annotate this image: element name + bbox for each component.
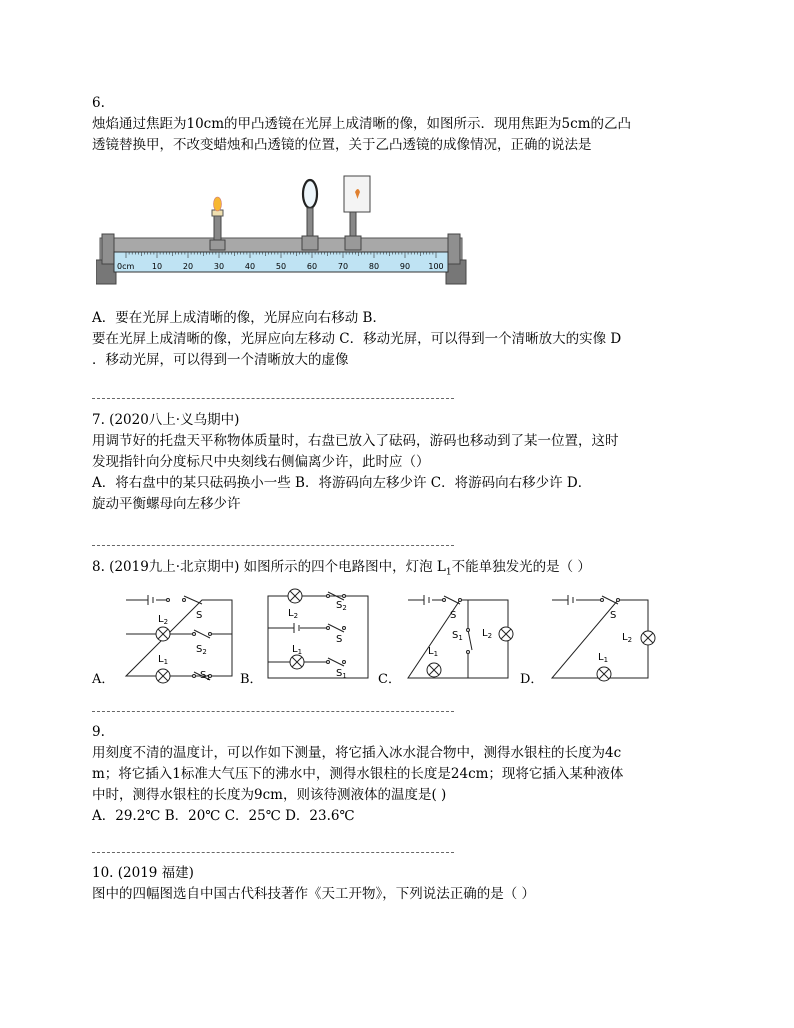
separator-3: [92, 711, 454, 712]
q6-options-line1: A．要在光屏上成清晰的像，光屏应向右移动 B．: [92, 310, 386, 326]
ruler-unit-label: 0cm: [117, 262, 135, 271]
circuit-c-l1: $L_1$: [428, 646, 439, 658]
separator-2: [92, 545, 454, 546]
q7-number: 7. (2020八上·义乌期中): [92, 412, 240, 428]
circuit-a: [124, 592, 236, 684]
q8-option-c: C．: [378, 672, 401, 687]
candle: [210, 197, 225, 250]
ruler-tick-label: 70: [337, 262, 349, 271]
circuit-b-l2: $L_2$: [288, 608, 299, 620]
q8-option-a: A．: [92, 672, 115, 687]
q8-option-d: D．: [520, 672, 544, 687]
question-6: [92, 93, 712, 156]
circuit-c-s1: $S_1$: [452, 630, 463, 642]
rail-right-end: [448, 234, 460, 264]
circuit-d-s: S: [610, 610, 617, 621]
circuit-c-l2: $L_2$: [482, 628, 493, 640]
circuit-c: [404, 590, 516, 684]
circuit-b-s2: $S_2$: [336, 600, 347, 612]
separator-4: [92, 852, 454, 853]
circuit-a-l2: $L_2$: [158, 614, 169, 626]
q9-options-line1: A．29.2℃ B．20℃ C．25℃ D．23.6℃: [92, 808, 355, 824]
q8-stem: 8. (2019九上·北京期中) 如图所示的四个电路图中，灯泡 $L_1$不能单独发光的是（ ）: [92, 559, 591, 578]
q7-options-line2: 旋动平衡螺母向左移少许: [92, 496, 241, 512]
q9-stem-line2: m；将它插入1标准大气压下的沸水中，测得水银柱的长度是24cm；现将它插入某种液体: [92, 766, 624, 782]
circuit-a-s1: $S_1$: [200, 670, 211, 682]
circuit-c-s: S: [450, 610, 457, 621]
q9-number: 9.: [92, 724, 105, 740]
ruler-tick-label: 80: [368, 262, 380, 271]
q9-stem-line3: 中时，测得水银柱的长度为9cm，则该待测液体的温度是( ): [92, 787, 447, 803]
ruler-tick-label: 30: [213, 262, 225, 271]
circuit-a-l1: $L_1$: [158, 654, 169, 666]
circuit-b-l1: $L_1$: [292, 644, 303, 656]
question-7: [92, 410, 712, 515]
q8-option-b: B．: [240, 672, 263, 687]
circuit-d-l1: $L_1$: [598, 652, 609, 664]
q6-options-line3: ．移动光屏，可以得到一个清晰放大的虚像: [92, 352, 349, 368]
ruler-tick-label: 90: [399, 262, 411, 271]
ruler-tick-label: 10: [151, 262, 163, 271]
ruler-tick-label: 40: [244, 262, 256, 271]
ruler-tick-label: 20: [182, 262, 194, 271]
q6-stem-line1: 烛焰通过焦距为10cm的甲凸透镜在光屏上成清晰的像，如图所示．现用焦距为5cm的乙凸: [92, 116, 631, 132]
q6-stem-line2: 透镜替换甲，不改变蜡烛和凸透镜的位置，关于乙凸透镜的成像情况，正确的说法是: [92, 137, 592, 153]
q6-options: [92, 308, 712, 371]
q10-number: 10. (2019 福建): [92, 865, 194, 881]
ruler-tick-label: 60: [306, 262, 318, 271]
circuit-b-s: S: [336, 634, 343, 645]
q7-options-line1: A．将右盘中的某只砝码换小一些 B．将游码向左移少许 C．将游码向右移少许 D．: [92, 475, 592, 491]
q10-stem-line1: 图中的四幅图选自中国古代科技著作《天工开物》，下列说法正确的是（ ）: [92, 886, 536, 902]
q6-number: 6.: [92, 95, 105, 111]
q7-stem-line1: 用调节好的托盘天平称物体质量时，右盘已放入了砝码，游码也移动到了某一位置，这时: [92, 433, 619, 449]
question-8: [92, 557, 712, 584]
q6-options-line2: 要在光屏上成清晰的像，光屏应向左移动 C．移动光屏，可以得到一个清晰放大的实像 D: [92, 331, 622, 347]
q9-stem-line1: 用刻度不清的温度计，可以作如下测量，将它插入冰水混合物中，测得水银柱的长度为4c: [92, 745, 622, 761]
optical-bench-figure: [96, 174, 468, 290]
circuit-a-s: S: [196, 610, 203, 621]
ruler-tick-label: 100: [428, 262, 444, 271]
circuit-b: [264, 584, 376, 684]
circuit-d-l2: $L_2$: [622, 632, 633, 644]
convex-lens: [302, 180, 318, 250]
circuit-a-s2: $S_2$: [196, 644, 207, 656]
circuit-b-s1: $S_1$: [336, 668, 347, 680]
q7-stem-line2: 发现指针向分度标尺中央刻线右侧偏离少许，此时应（）: [92, 454, 430, 470]
rail-left-end: [102, 234, 114, 264]
circuit-d: [548, 590, 660, 684]
separator-1: [92, 398, 454, 399]
ruler-tick-label: 50: [275, 262, 287, 271]
question-10: [92, 863, 712, 905]
question-9: [92, 722, 712, 827]
